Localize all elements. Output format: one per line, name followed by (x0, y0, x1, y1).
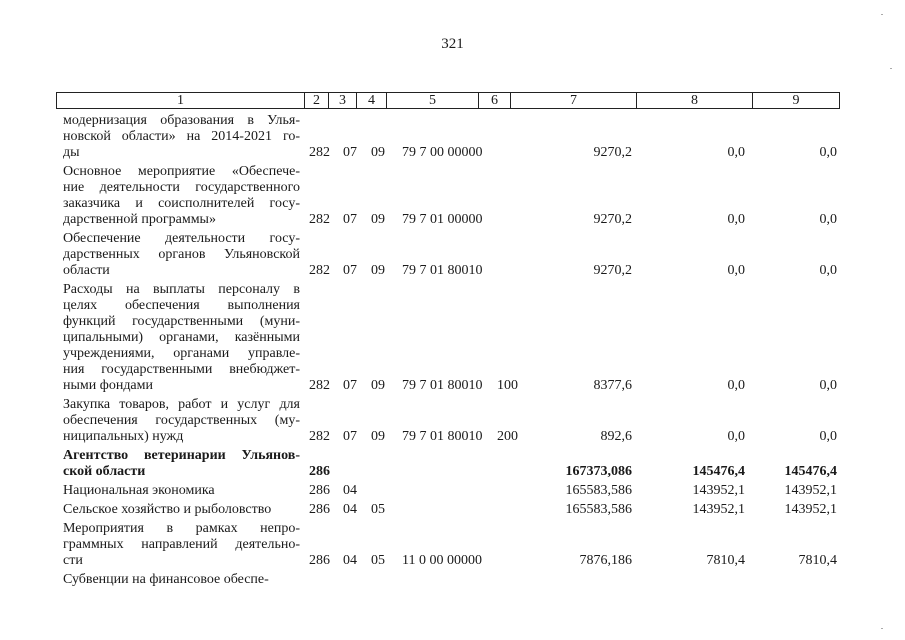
cell-col-2: 286 (309, 464, 330, 479)
cell-col-3: 04 (343, 502, 357, 517)
description-line: заказчика и соисполнителей госу- (63, 196, 300, 211)
description-line: ской области (63, 464, 146, 479)
scan-speck (890, 68, 892, 69)
cell-col-4: 09 (371, 378, 385, 393)
table-row (0, 231, 905, 279)
cell-col-8: 145476,4 (692, 464, 745, 479)
cell-col-4: 09 (371, 429, 385, 444)
scan-speck (881, 14, 883, 15)
cell-col-4: 05 (371, 502, 385, 517)
description-line: функций государственными (муни- (63, 314, 300, 329)
cell-col-4: 05 (371, 553, 385, 568)
cell-col-3: 04 (343, 553, 357, 568)
description-line: дарственной программы» (63, 212, 216, 227)
description-line: дарственных органов Ульяновской (63, 247, 300, 262)
row-description (63, 164, 300, 228)
cell-col-5: 79 7 01 80010 (402, 263, 483, 278)
cell-col-8: 143952,1 (692, 483, 745, 498)
header-col-4: 4 (357, 93, 387, 108)
cell-col-9: 145476,4 (784, 464, 837, 479)
header-col-1: 1 (57, 93, 305, 108)
description-line: Мероприятия в рамках непро- (63, 521, 300, 536)
row-description (63, 282, 300, 394)
header-col-8: 8 (637, 93, 753, 108)
description-line: Национальная экономика (63, 483, 215, 498)
description-line: Закупка товаров, работ и услуг для (63, 397, 300, 412)
cell-col-5: 79 7 01 80010 (402, 429, 483, 444)
cell-col-7: 167373,086 (565, 464, 632, 479)
cell-col-2: 282 (309, 263, 330, 278)
description-line: Расходы на выплаты персоналу в (63, 282, 300, 297)
cell-col-4: 09 (371, 212, 385, 227)
table-row (0, 483, 905, 499)
cell-col-4: 09 (371, 145, 385, 160)
cell-col-9: 0,0 (819, 212, 837, 227)
cell-col-2: 282 (309, 429, 330, 444)
description-line: Агентство ветеринарии Ульянов- (63, 448, 300, 463)
cell-col-5: 79 7 01 00000 (402, 212, 483, 227)
description-line: области (63, 263, 110, 278)
cell-col-6: 100 (497, 378, 518, 393)
cell-col-2: 282 (309, 212, 330, 227)
cell-col-9: 0,0 (819, 378, 837, 393)
header-col-2: 2 (305, 93, 329, 108)
cell-col-2: 286 (309, 553, 330, 568)
description-line: Основное мероприятие «Обеспече- (63, 164, 300, 179)
table-row (0, 164, 905, 228)
cell-col-2: 282 (309, 145, 330, 160)
table-row (0, 502, 905, 518)
description-line: граммных направлений деятельно- (63, 537, 300, 552)
header-col-5: 5 (387, 93, 479, 108)
cell-col-8: 0,0 (727, 212, 745, 227)
cell-col-5: 79 7 00 00000 (402, 145, 483, 160)
header-col-9: 9 (792, 93, 800, 108)
page-number: 321 (441, 36, 464, 52)
description-line: Сельское хозяйство и рыболовство (63, 502, 272, 517)
cell-col-3: 07 (343, 429, 357, 444)
table-row (0, 572, 905, 588)
cell-col-7: 892,6 (600, 429, 632, 444)
table-row (0, 397, 905, 445)
description-line: ниципальных) нужд (63, 429, 184, 444)
header-col-6: 6 (479, 93, 511, 108)
cell-col-9: 0,0 (819, 145, 837, 160)
cell-col-8: 0,0 (727, 429, 745, 444)
cell-col-5: 79 7 01 80010 (402, 378, 483, 393)
table-row (0, 282, 905, 394)
scan-speck (881, 628, 883, 629)
description-line: целях обеспечения выполнения (63, 298, 300, 313)
description-line: обеспечения государственных (му- (63, 413, 300, 428)
row-description (63, 448, 300, 480)
description-line: сти (63, 553, 83, 568)
row-description (63, 502, 300, 518)
cell-col-8: 7810,4 (706, 553, 745, 568)
header-col-7: 7 (511, 93, 637, 108)
description-line: ципальными) органами, казёнными (63, 330, 300, 345)
row-description (63, 231, 300, 279)
table-row (0, 448, 905, 480)
cell-col-8: 0,0 (727, 378, 745, 393)
description-line: ния государственными внебюджет- (63, 362, 300, 377)
cell-col-5: 11 0 00 00000 (402, 553, 482, 568)
header-col-3: 3 (329, 93, 357, 108)
description-line: Субвенции на финансовое обеспе- (63, 572, 269, 587)
row-description (63, 397, 300, 445)
description-line: ние деятельности государственного (63, 180, 300, 195)
cell-col-4: 09 (371, 263, 385, 278)
cell-col-9: 143952,1 (784, 483, 837, 498)
description-line: ды (63, 145, 80, 160)
cell-col-7: 9270,2 (593, 212, 632, 227)
row-description (63, 483, 300, 499)
cell-col-3: 07 (343, 212, 357, 227)
cell-col-3: 07 (343, 378, 357, 393)
cell-col-9: 143952,1 (784, 502, 837, 517)
table-row (0, 113, 905, 161)
description-line: ными фондами (63, 378, 154, 393)
cell-col-6: 200 (497, 429, 518, 444)
cell-col-8: 0,0 (727, 145, 745, 160)
row-description (63, 572, 300, 588)
row-description (63, 521, 300, 569)
cell-col-9: 7810,4 (798, 553, 837, 568)
cell-col-2: 282 (309, 378, 330, 393)
cell-col-7: 7876,186 (579, 553, 632, 568)
description-line: модернизация образования в Улья- (63, 113, 300, 128)
cell-col-2: 286 (309, 483, 330, 498)
cell-col-8: 0,0 (727, 263, 745, 278)
row-description (63, 113, 300, 161)
table-header (56, 92, 840, 109)
description-line: новской области» на 2014-2021 го- (63, 129, 300, 144)
description-line: Обеспечение деятельности госу- (63, 231, 300, 246)
cell-col-7: 165583,586 (565, 483, 632, 498)
cell-col-8: 143952,1 (692, 502, 745, 517)
cell-col-9: 0,0 (819, 429, 837, 444)
cell-col-3: 07 (343, 145, 357, 160)
cell-col-2: 286 (309, 502, 330, 517)
cell-col-9: 0,0 (819, 263, 837, 278)
cell-col-7: 165583,586 (565, 502, 632, 517)
cell-col-3: 07 (343, 263, 357, 278)
cell-col-7: 8377,6 (593, 378, 632, 393)
table-row (0, 521, 905, 569)
description-line: учреждениями, органами управле- (63, 346, 300, 361)
cell-col-3: 04 (343, 483, 357, 498)
cell-col-7: 9270,2 (593, 145, 632, 160)
cell-col-7: 9270,2 (593, 263, 632, 278)
